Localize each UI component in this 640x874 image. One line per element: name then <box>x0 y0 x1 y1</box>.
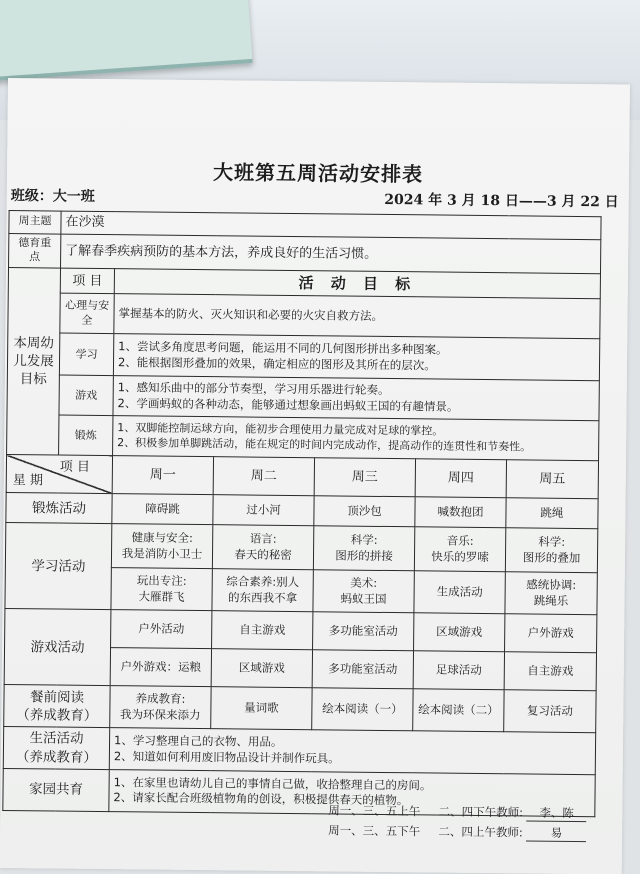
games-cell: 多功能室活动 <box>312 650 413 689</box>
class-label: 班级：大一班 <box>10 188 95 205</box>
day-header: 周二 <box>213 457 314 496</box>
day-header: 周三 <box>314 458 415 497</box>
reading-cell: 量词歌 <box>211 687 312 730</box>
study-cell: 玩出专注: 大雁群飞 <box>111 568 212 611</box>
study-cell: 感统协调: 跳绳乐 <box>505 572 597 615</box>
study-cell: 健康与安全: 我是消防小卫士 <box>111 524 212 569</box>
exercise-label: 锻炼活动 <box>6 493 112 524</box>
goal-row <box>8 293 600 339</box>
life-row <box>3 727 595 775</box>
games-cell: 区域游戏 <box>414 613 505 652</box>
reading-label: 餐前阅读 （养成教育） <box>4 685 110 728</box>
goal-name: 学习 <box>59 334 113 377</box>
day-header: 周五 <box>506 460 598 499</box>
teacher-line-1-mid: 二、四下午教师: <box>438 804 524 820</box>
exercise-cell: 喊数抱团 <box>415 497 506 528</box>
games-cell: 自主游戏 <box>504 652 596 691</box>
study-cell: 生成活动 <box>414 571 505 614</box>
games-label: 游戏活动 <box>4 609 111 686</box>
goal-row <box>7 415 599 461</box>
date-range: 2024 年 3 月 18 日——3 月 22 日 <box>384 191 619 211</box>
games-row <box>5 609 597 653</box>
life-label: 生活活动 （养成教育） <box>3 727 109 770</box>
games-cell: 多功能室活动 <box>313 612 414 651</box>
study-label: 学习活动 <box>5 523 112 610</box>
corner-week: 星 期 <box>12 473 44 489</box>
exercise-cell: 跳绳 <box>506 498 598 529</box>
moral-label: 德育重点 <box>9 233 61 268</box>
games-cell: 户外活动 <box>111 610 212 649</box>
teacher-line-1-name: 李、陈 <box>527 804 587 822</box>
games-cell: 足球活动 <box>413 651 504 690</box>
goals-section-label: 本周幼儿发展目标 <box>7 268 61 456</box>
corner-item: 项 目 <box>59 460 91 476</box>
games-cell: 户外游戏 <box>505 614 597 653</box>
study-cell: 美术: 蚂蚁王国 <box>313 570 414 613</box>
goals-col-item: 项 目 <box>60 268 114 294</box>
life-text: 1、学习整理自己的衣物、用品。 2、知道如何利用废旧物品设计并制作玩具。 <box>109 728 595 775</box>
reading-row <box>4 685 596 733</box>
goal-name: 心理与安全 <box>60 294 114 335</box>
schedule-sheet <box>0 78 630 874</box>
teacher-line-1 <box>328 802 586 822</box>
reading-cell: 复习活动 <box>504 690 596 733</box>
teacher-line-2-mid: 二、四上午教师: <box>438 824 523 840</box>
study-cell: 综合素养:别人 的东西我不拿 <box>212 569 313 612</box>
goal-text: 掌握基本的防火、灭火知识和必要的火灾自救方法。 <box>114 294 600 339</box>
days-header-row <box>6 455 598 499</box>
page-title: 大班第五周活动安排表 <box>212 160 424 187</box>
home-label: 家园共育 <box>3 768 109 811</box>
goal-text: 1、双脚能控制运球方向，能初步合理使用力量完成对足球的掌控。 2、积极参加单脚跳活动，能在规定的时间内完成动作，提高动作的连贯性和节奏性。 <box>113 416 599 461</box>
schedule-table <box>2 210 601 817</box>
goal-text: 1、感知乐曲中的部分节奏型，学习用乐器进行轮奏。 2、学画蚂蚁的各种动态，能够通过想象画出蚂蚁王国的有趣情景。 <box>113 376 599 421</box>
home-text: 1、在家里也请幼儿自己的事情自己做，收拾整理自己的房间。 2、请家长配合班级植物角的创设，积极提供春天的植物。 <box>109 770 595 817</box>
study-cell: 语言: 春天的秘密 <box>212 525 313 570</box>
reading-cell: 绘本阅读（一） <box>312 688 413 731</box>
goal-row <box>7 375 599 421</box>
goal-row <box>7 333 599 381</box>
exercise-cell: 顶沙包 <box>314 496 415 527</box>
teacher-line-2 <box>328 822 586 842</box>
goal-text: 1、尝试多角度思考问题，能运用不同的几何图形拼出多种图案。 2、能根据图形叠加的效果，确定相应的图形及其所在的层次。 <box>113 334 599 381</box>
week-theme-label: 周主题 <box>9 211 61 234</box>
day-header: 周四 <box>415 459 506 498</box>
study-cell: 科学: 图形的拼接 <box>313 526 414 571</box>
goal-name: 游戏 <box>59 376 113 417</box>
goal-name: 锻炼 <box>59 416 113 457</box>
day-header: 周一 <box>112 456 213 495</box>
exercise-cell: 过小河 <box>213 495 314 526</box>
games-cell: 户外游戏：运粮 <box>110 648 211 687</box>
reading-cell: 绘本阅读（二） <box>413 689 504 732</box>
corner-cell <box>6 455 112 494</box>
study-cell: 科学: 图形的叠加 <box>505 528 597 573</box>
teacher-line-2-left: 周一、三、五下午 <box>328 823 421 839</box>
reading-cell: 养成教育: 我为环保来添力 <box>110 686 211 729</box>
moral-value: 了解春季疾病预防的基本方法，养成良好的生活习惯。 <box>61 234 601 274</box>
games-cell: 自主游戏 <box>212 611 313 650</box>
teacher-line-2-name: 易 <box>526 824 586 842</box>
week-theme-value: 在沙漠 <box>61 211 601 239</box>
study-row <box>5 523 597 573</box>
games-cell: 区域游戏 <box>211 649 312 688</box>
teacher-line-1-left: 周一、三、五上午 <box>328 803 421 819</box>
goals-col-goal: 活 动 目 标 <box>114 269 600 299</box>
exercise-cell: 障碍跳 <box>112 494 213 525</box>
study-cell: 音乐: 快乐的罗嗦 <box>414 527 505 572</box>
